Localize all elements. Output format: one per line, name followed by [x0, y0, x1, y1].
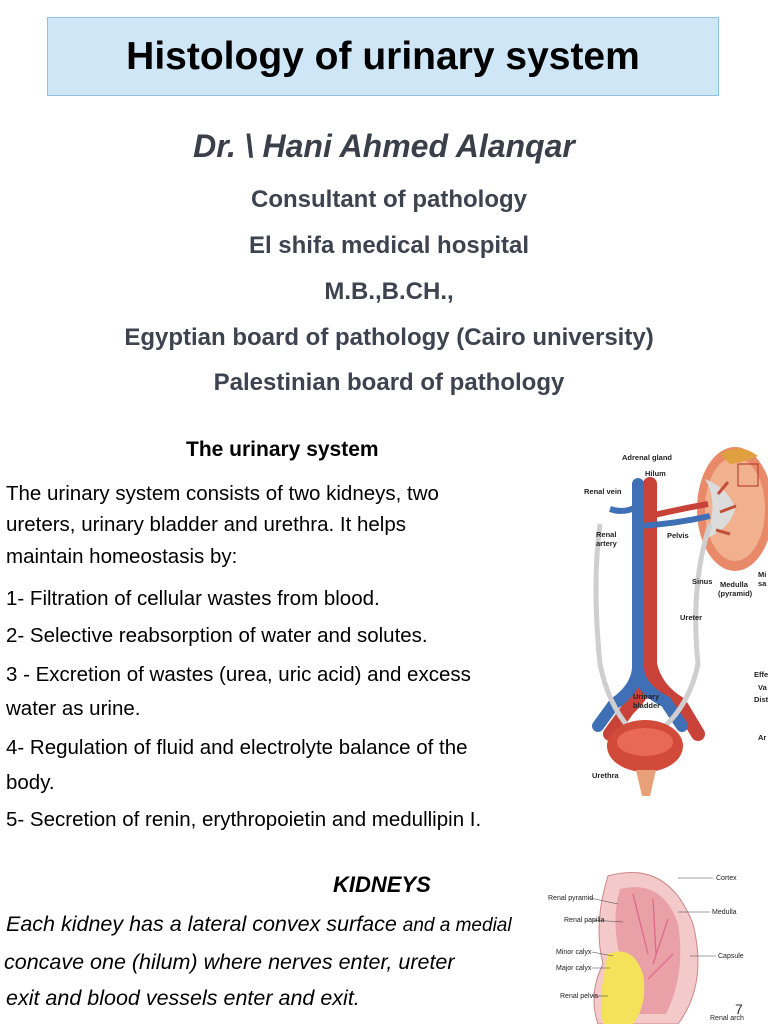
label-hilum: Hilum	[645, 469, 666, 478]
vena-cava-drawing	[598, 484, 638, 726]
label-mi: Mi	[758, 570, 767, 579]
label-renal-pelvis: Renal pelvis	[560, 993, 599, 1000]
intro-line: The urinary system consists of two kidneys, two	[6, 482, 439, 505]
label-urinary-bladder-2: bladder	[633, 701, 661, 710]
function-item: 2- Selective reabsorption of water and solutes.	[6, 624, 428, 647]
label-sa: sa	[758, 579, 767, 588]
function-item: 4- Regulation of fluid and electrolyte balance of the	[6, 736, 468, 759]
kidney-text-small: and a medial	[402, 915, 512, 936]
label-ureter: Ureter	[680, 613, 703, 622]
author-name: Dr. \ Hani Ahmed Alanqar	[193, 128, 575, 164]
label-cortex: Cortex	[716, 875, 737, 882]
label-ar: Ar	[758, 733, 767, 742]
kidney-text: Each kidney has a lateral convex surface	[6, 912, 403, 936]
kidney-drawing	[697, 447, 768, 571]
label-dist: Dist	[754, 695, 768, 704]
function-item: 3 - Excretion of wastes (urea, uric acid) and excess	[6, 663, 471, 686]
kidney-cross-section-illustration	[548, 864, 768, 1024]
kidney-section-drawing	[594, 872, 698, 1024]
page-title: Histology of urinary system	[126, 34, 640, 78]
credential-line: M.B.,B.CH.,	[324, 278, 454, 305]
intro-line: ureters, urinary bladder and urethra. It helps	[6, 513, 406, 536]
section-heading-kidneys: KIDNEYS	[333, 872, 431, 897]
label-va: Va	[758, 683, 767, 692]
credential-line: Palestinian board of pathology	[213, 369, 565, 396]
label-renal-vein: Renal vein	[584, 487, 622, 496]
label-major-calyx: Major calyx	[556, 965, 592, 972]
label-effe: Effe	[754, 670, 768, 679]
credential-line: Egyptian board of pathology (Cairo university)	[124, 324, 654, 351]
label-medulla: Medulla	[712, 909, 737, 916]
function-item: 1- Filtration of cellular wastes from blood.	[6, 587, 380, 610]
label-renal-artery-2: artery	[596, 539, 617, 548]
label-pelvis: Pelvis	[667, 531, 689, 540]
label-sinus: Sinus	[692, 577, 713, 586]
kidney-description-line: concave one (hilum) where nerves enter, ureter	[4, 950, 455, 974]
label-minor-calyx: Minor calyx	[556, 949, 592, 956]
label-renal-papilla: Renal papilla	[564, 917, 605, 924]
function-item-continued: body.	[6, 771, 55, 794]
kidney-description-line	[6, 912, 512, 937]
title-banner	[47, 17, 719, 96]
label-medulla-2: (pyramid)	[718, 589, 753, 598]
credential-line: El shifa medical hospital	[248, 232, 530, 259]
urinary-system-illustration	[570, 434, 768, 804]
kidney-description-line: exit and blood vessels enter and exit.	[6, 986, 360, 1010]
section-heading-urinary: The urinary system	[186, 438, 379, 461]
label-renal-pyramid: Renal pyramid	[548, 895, 594, 902]
label-capsule: Capsule	[718, 953, 744, 960]
label-adrenal-gland: Adrenal gland	[622, 453, 673, 462]
label-urinary-bladder: Urinary	[633, 692, 660, 701]
credential-line: Consultant of pathology	[251, 186, 527, 213]
label-medulla: Medulla	[720, 580, 748, 589]
label-urethra: Urethra	[592, 771, 619, 780]
page-number: 7	[735, 1001, 743, 1017]
label-renal-arch: Renal arch	[710, 1015, 744, 1022]
intro-line: maintain homeostasis by:	[6, 545, 238, 568]
label-renal-artery: Renal	[596, 530, 617, 539]
function-item: 5- Secretion of renin, erythropoietin and medullipin I.	[6, 808, 482, 831]
function-item-continued: water as urine.	[6, 697, 141, 720]
